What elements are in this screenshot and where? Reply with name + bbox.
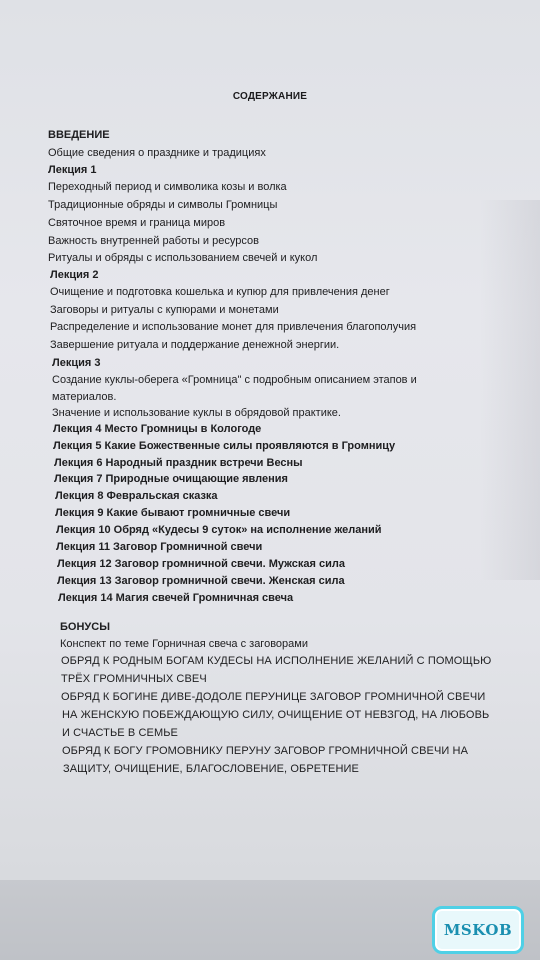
lecture-heading: Лекция 2 [50, 269, 99, 281]
toc-line: Конспект по теме Горничная свеча с заговорами [60, 638, 308, 650]
toc-line: ЗАЩИТУ, ОЧИЩЕНИЕ, БЛАГОСЛОВЕНИЕ, ОБРЕТЕНИЕ [63, 763, 359, 775]
toc-line: Переходный период и символика козы и волка [48, 181, 287, 193]
toc-line: Важность внутренней работы и ресурсов [48, 235, 259, 247]
lecture-heading: Лекция 13 Заговор громничной свечи. Женская сила [57, 575, 345, 587]
toc-line: материалов. [52, 391, 117, 403]
page-title: СОДЕРЖАНИЕ [232, 91, 308, 102]
toc-line: Заговоры и ритуалы с купюрами и монетами [50, 304, 279, 316]
lecture-heading: Лекция 8 Февральская сказка [55, 490, 218, 502]
toc-line: Завершение ритуала и поддержание денежной энергии. [50, 339, 340, 351]
watermark-label: MSKOB [432, 906, 524, 954]
toc-line: Распределение и использование монет для привлечения благополучия [50, 321, 417, 333]
lecture-heading: Лекция 1 [48, 164, 97, 176]
toc-line: Создание куклы-оберега «Громница" с подробным описанием этапов и [52, 374, 417, 386]
lecture-heading: Лекция 10 Обряд «Кудесы 9 суток» на исполнение желаний [56, 524, 382, 536]
lecture-heading: Лекция 5 Какие Божественные силы проявляются в Громницу [53, 440, 396, 452]
section-heading-bonuses: БОНУСЫ [60, 621, 110, 633]
toc-line: Общие сведения о празднике и традициях [48, 147, 266, 159]
lecture-heading: Лекция 6 Народный праздник встречи Весны [54, 457, 303, 469]
lecture-heading: Лекция 9 Какие бывают громничные свечи [55, 507, 291, 519]
toc-line: Традиционные обряды и символы Громницы [48, 199, 278, 211]
toc-line: Очищение и подготовка кошелька и купюр для привлечения денег [50, 286, 390, 298]
lecture-heading: Лекция 4 Место Громницы в Кологоде [53, 423, 262, 435]
toc-line: ОБРЯД К БОГИНЕ ДИВЕ-ДОДОЛЕ ПЕРУНИЦЕ ЗАГОВОР ГРОМНИЧНОЙ СВЕЧИ [61, 691, 486, 703]
toc-line: ОБРЯД К БОГУ ГРОМОВНИКУ ПЕРУНУ ЗАГОВОР ГРОМНИЧНОЙ СВЕЧИ НА [62, 745, 469, 757]
lecture-heading: Лекция 14 Магия свечей Громничная свеча [58, 592, 294, 604]
toc-line: Ритуалы и обряды с использованием свечей и кукол [48, 252, 318, 264]
toc-line: И СЧАСТЬЕ В СЕМЬЕ [62, 727, 178, 739]
section-heading-intro: ВВЕДЕНИЕ [48, 129, 110, 141]
lecture-heading: Лекция 11 Заговор Громничной свечи [56, 541, 263, 553]
toc-line: ТРЁХ ГРОМНИЧНЫХ СВЕЧ [61, 673, 207, 685]
lecture-heading: Лекция 7 Природные очищающие явления [54, 473, 288, 485]
lecture-heading: Лекция 12 Заговор громничной свечи. Мужская сила [57, 558, 346, 570]
toc-line: Значение и использование куклы в обрядовой практике. [52, 407, 341, 419]
watermark-logo [432, 906, 524, 954]
toc-line: Святочное время и граница миров [48, 217, 226, 229]
paper-shadow [480, 200, 540, 580]
lecture-heading: Лекция 3 [52, 357, 101, 369]
toc-line: НА ЖЕНСКУЮ ПОБЕЖДАЮЩУЮ СИЛУ, ОЧИЩЕНИЕ ОТ НЕВЗГОД, НА ЛЮБОВЬ [62, 709, 490, 721]
toc-line: ОБРЯД К РОДНЫМ БОГАМ КУДЕСЫ НА ИСПОЛНЕНИЕ ЖЕЛАНИЙ С ПОМОЩЬЮ [61, 655, 492, 667]
